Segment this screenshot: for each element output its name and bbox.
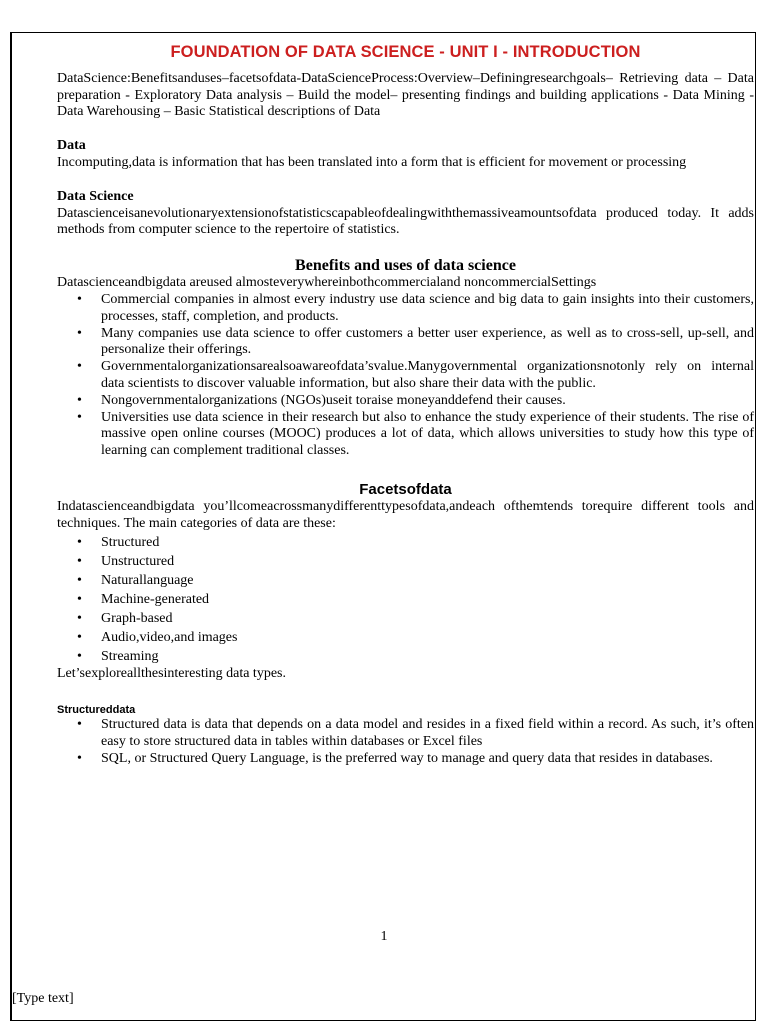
list-item: • Machine-generated (57, 590, 754, 609)
facets-list (57, 533, 754, 666)
data-heading: Data (57, 138, 86, 154)
list-item: • Universities use data science in their research but also to enhance the study experience of their students. The rise of massive open online courses (MOOC) produces a lot of data, which allows universities to study how this type of learning can complement traditional classes. (57, 410, 754, 460)
list-item: • Naturallanguage (57, 571, 754, 590)
list-item: • Streaming (57, 647, 754, 666)
list-item: • Unstructured (57, 552, 754, 571)
list-item: • Structured data is data that depends on a data model and resides in a fixed field within a record. As such, it’s often easy to store structured data in tables within databases or Excel files (57, 717, 754, 751)
benefits-intro: Datascienceandbigdata areused almosteverywhereinbothcommercialand noncommercialSettings (57, 275, 597, 291)
intro-paragraph: DataScience:Benefitsanduses–facetsofdata-DataScienceProcess:Overview–Definingresearchgoals– Retrieving data – Data preparation - Exploratory Data analysis – Build the model– presenting findings and building applications - Data Mining - Data Warehousing – Basic Statistical descriptions of Data (57, 70, 754, 120)
list-item: • Governmentalorganizationsarealsoawareofdata’svalue.Manygovernmental organizationsnotonly rely on internal data scientists to discover valuable information, but also share their data with the public. (57, 359, 754, 393)
facets-intro: Indatascienceandbigdata you’llcomeacrossmanydifferenttypesofdata,andeach ofthemtends torequire different tools and techniques. The main categories of data are these: (57, 498, 754, 531)
footer-placeholder: [Type text] (12, 991, 74, 1006)
page-number: 1 (380, 929, 388, 944)
list-item: • Graph-based (57, 609, 754, 628)
structured-data-heading: Structureddata (57, 704, 136, 717)
benefits-heading: Benefits and uses of data science (295, 257, 516, 275)
facets-heading: Facetsofdata (359, 480, 452, 498)
benefits-list (57, 292, 754, 460)
data-science-paragraph: Datascienceisanevolutionaryextensionofstatisticscapableofdealingwiththemassiveamountsofdata produced today. It adds methods from computer science to the repertoire of statistics. (57, 205, 754, 238)
document-body (57, 44, 754, 768)
list-item: • Commercial companies in almost every industry use data science and big data to gain insights into their customers, processes, staff, completion, and products. (57, 292, 754, 326)
document-title: FOUNDATION OF DATA SCIENCE - UNIT I - INTRODUCTION (170, 43, 641, 61)
list-item: • Nongovernmentalorganizations (NGOs)useit toraise moneyanddefend their causes. (57, 393, 754, 410)
structured-data-list (57, 717, 754, 767)
facets-outro: Let’sexploreallthesinteresting data types. (57, 665, 286, 681)
list-item: • Structured (57, 533, 754, 552)
list-item: • Audio,video,and images (57, 628, 754, 647)
data-science-heading: Data Science (57, 188, 134, 204)
list-item: • SQL, or Structured Query Language, is the preferred way to manage and query data that resides in databases. (57, 751, 754, 768)
data-paragraph: Incomputing,data is information that has been translated into a form that is efficient for movement or processing (57, 154, 687, 170)
list-item: • Many companies use data science to offer customers a better user experience, as well as to cross-sell, up-sell, and personalize their offerings. (57, 326, 754, 360)
